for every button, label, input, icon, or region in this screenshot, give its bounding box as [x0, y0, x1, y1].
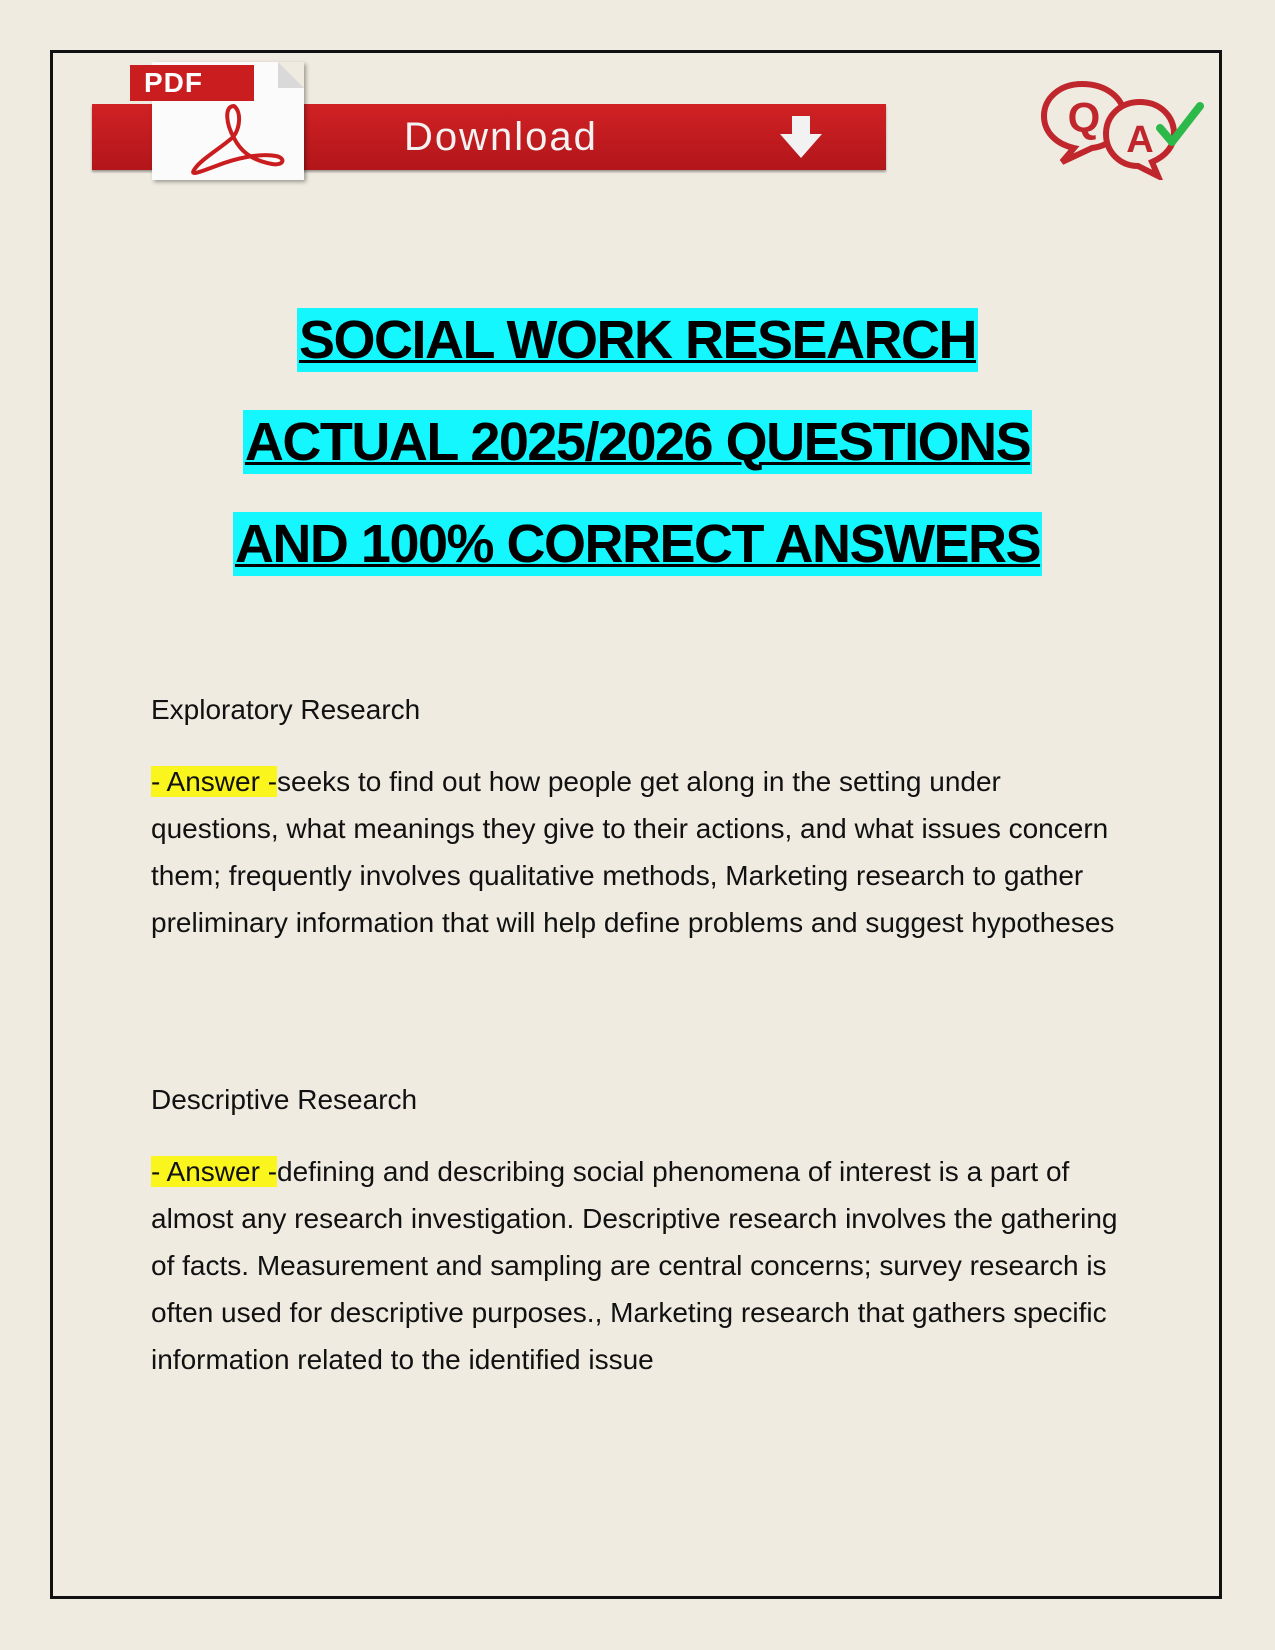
answer-body: defining and describing social phenomena of interest is a part of almost any research investigation. Descriptive research involves the gathering of facts. Measurement and sampling are central concerns; survey research is often used for descriptive purposes., Marketing research that gathers specific information related to the identified issue [151, 1156, 1118, 1375]
question-text: Exploratory Research [151, 694, 421, 725]
qa-logo-icon [1040, 80, 1206, 180]
download-label: Download [404, 115, 598, 159]
qa-logo-q: Q [1067, 94, 1101, 141]
pdf-download-banner[interactable] [92, 62, 886, 180]
answer-text [151, 758, 1131, 946]
answer-highlight: - Answer - [151, 1156, 278, 1187]
pdf-label: PDF [130, 65, 254, 101]
answer-highlight: - Answer - [151, 766, 278, 797]
page-fold [278, 62, 304, 88]
title-line-1: SOCIAL WORK RESEARCH [298, 310, 977, 370]
qa-item-descriptive [151, 1080, 1131, 1383]
qa-logo-a: A [1126, 119, 1154, 161]
acrobat-icon [176, 100, 296, 178]
document-title [0, 308, 1275, 614]
title-line-3: AND 100% CORRECT ANSWERS [234, 514, 1041, 574]
title-line-2: ACTUAL 2025/2026 QUESTIONS [244, 412, 1031, 472]
question-text: Descriptive Research [151, 1084, 418, 1115]
answer-text [151, 1148, 1131, 1383]
answer-body: seeks to find out how people get along in the setting under questions, what meanings they give to their actions, and what issues concern them; frequently involves qualitative methods, Marketing research to gather preliminary information that will help define problems and suggest hypotheses [151, 766, 1115, 938]
qa-item-exploratory [151, 690, 1131, 946]
download-arrow-icon [776, 114, 826, 160]
